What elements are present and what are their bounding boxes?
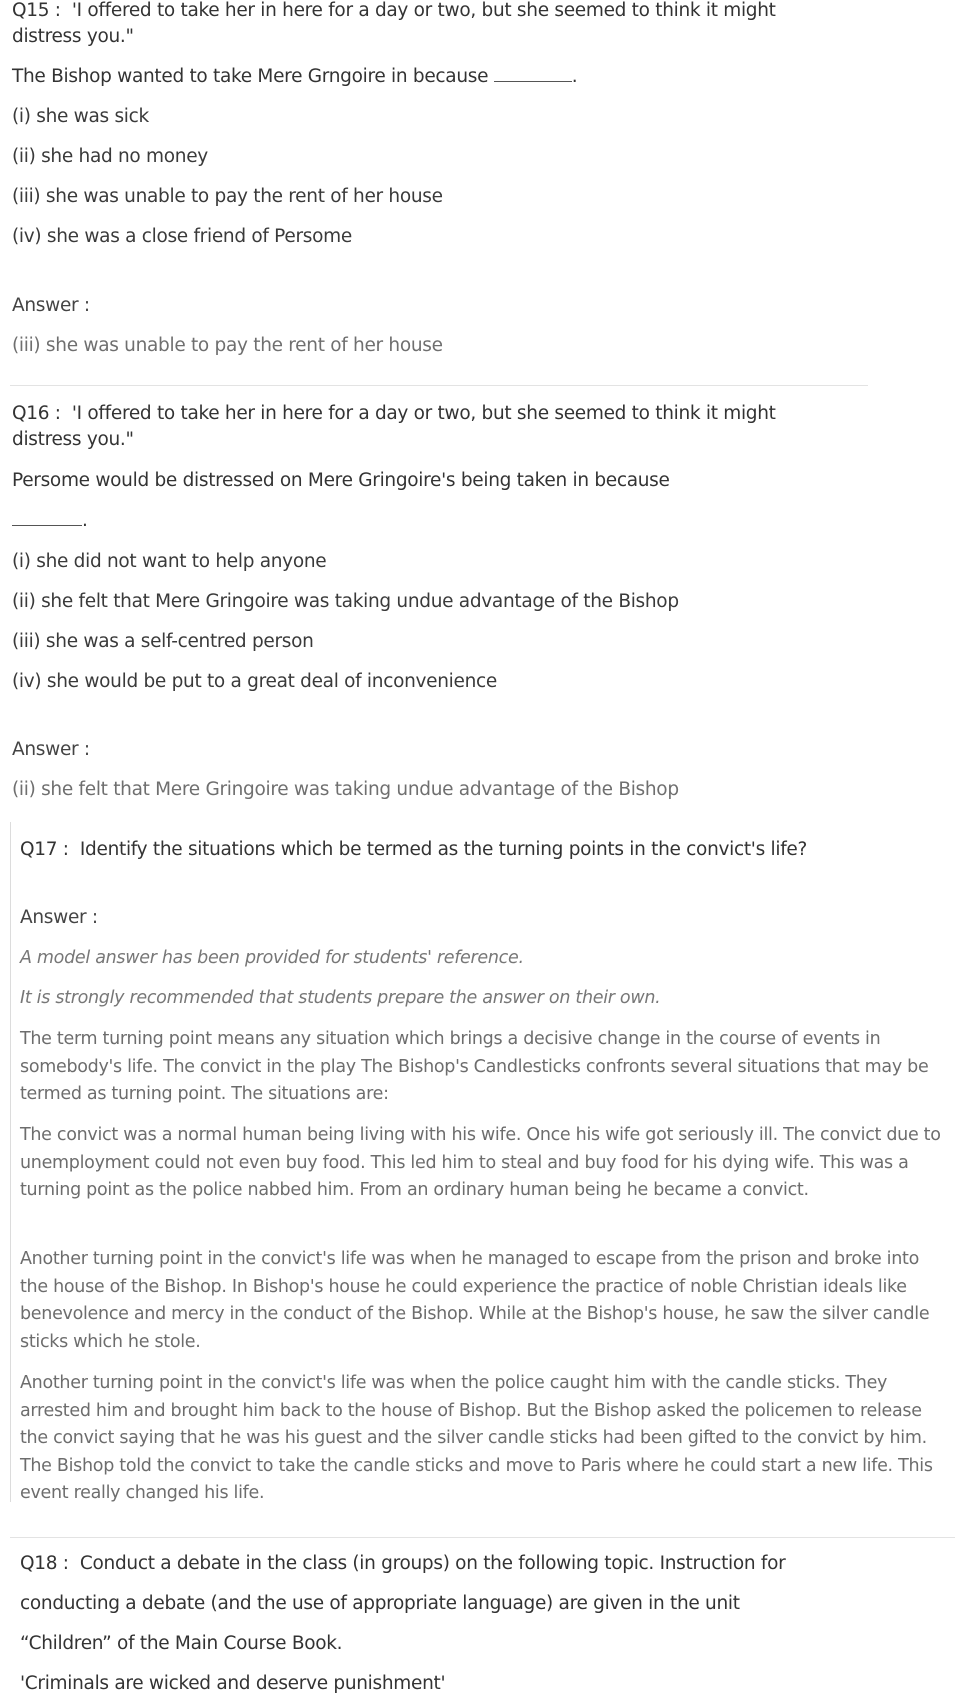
q18-line-1 xyxy=(20,1553,785,1574)
q16-question: Persome would be distressed on Mere Gringoire's being taken in because xyxy=(12,470,670,491)
q15-option-4: (iv) she was a close friend of Persome xyxy=(12,226,352,247)
q16-label: Q16 : xyxy=(12,403,61,424)
q17-paragraph-2: The convict was a normal human being living with his wife. Once his wife got seriously ill. The convict due to unemployment could not even buy food. This led him to steal and buy food for his dying wife. This was a turning point as the police nabbed him. From an ordinary human being he became a convict. xyxy=(20,1125,941,1200)
q17-question-text: Identify the situations which be termed as the turning points in the convict's life? xyxy=(79,839,808,860)
q15-question-text: The Bishop wanted to take Mere Grngoire in because xyxy=(12,66,489,87)
q17-answer-label: Answer : xyxy=(20,907,98,928)
q16-answer: (ii) she felt that Mere Gringoire was taking undue advantage of the Bishop xyxy=(12,779,679,800)
q17-paragraph-4: Another turning point in the convict's life was when the police caught him with the candle sticks. They arrested him and brought him back to the house of Bishop. But the Bishop asked the policemen to release the convict saying that he was his guest and the silver candle sticks had been gifted to the convict by him. The Bishop told the convict to take the candle sticks and move to Paris where he could start a new life. This event really changed his life. xyxy=(20,1373,933,1503)
q15-quote: 'I offered to take her in here for a day or two, but she seemed to think it might xyxy=(71,0,776,21)
q15-blank xyxy=(494,80,572,82)
q15-question xyxy=(12,66,577,87)
q16-quote-line2: distress you." xyxy=(12,429,134,450)
q17-paragraph-1: The term turning point means any situation which brings a decisive change in the course of events in somebody's life. The convict in the play The Bishop's Candlesticks confronts several situations that may be termed as turning point. The situations are: xyxy=(20,1029,929,1104)
q16-quote: 'I offered to take her in here for a day or two, but she seemed to think it might xyxy=(71,403,776,424)
q16-blank xyxy=(12,524,82,526)
q16-option-2: (ii) she felt that Mere Gringoire was taking undue advantage of the Bishop xyxy=(12,591,679,612)
q16-option-4: (iv) she would be put to a great deal of inconvenience xyxy=(12,671,497,692)
q18-text-1: Conduct a debate in the class (in groups) on the following topic. Instruction for xyxy=(79,1553,786,1574)
divider xyxy=(10,1537,955,1538)
q17-label: Q17 : xyxy=(20,839,69,860)
q18-line-3: “Children” of the Main Course Book. xyxy=(20,1633,343,1654)
q17-paragraph-3: Another turning point in the convict's life was when he managed to escape from the prison and broke into the house of the Bishop. In Bishop's house he could experience the practice of noble Christian ideals like benevolence and mercy in the conduct of the Bishop. While at the Bishop's house, he saw the silver candle sticks which he stole. xyxy=(20,1249,930,1352)
q17-model-note-1: A model answer has been provided for students' reference. xyxy=(20,948,524,968)
q16-blank-line xyxy=(12,510,88,531)
q18-line-2: conducting a debate (and the use of appropriate language) are given in the unit xyxy=(20,1593,740,1614)
q15-answer: (iii) she was unable to pay the rent of her house xyxy=(12,335,443,356)
q15-option-2: (ii) she had no money xyxy=(12,146,208,167)
q17-model-note-2: It is strongly recommended that students prepare the answer on their own. xyxy=(20,988,661,1008)
q18-label: Q18 : xyxy=(20,1553,69,1574)
q16-option-1: (i) she did not want to help anyone xyxy=(12,551,327,572)
q15-quote-line1 xyxy=(12,0,776,21)
q15-option-3: (iii) she was unable to pay the rent of her house xyxy=(12,186,443,207)
q15-label: Q15 : xyxy=(12,0,61,21)
q15-option-1: (i) she was sick xyxy=(12,106,149,127)
q17-left-border xyxy=(10,822,11,1502)
q16-option-3: (iii) she was a self-centred person xyxy=(12,631,314,652)
divider xyxy=(10,385,868,386)
q18-line-4: 'Criminals are wicked and deserve punishment' xyxy=(20,1673,446,1694)
q16-answer-label: Answer : xyxy=(12,739,90,760)
q16-question-end: . xyxy=(82,510,88,531)
q15-answer-label: Answer : xyxy=(12,295,90,316)
q17-question xyxy=(20,839,807,860)
q15-quote-line2: distress you." xyxy=(12,26,134,47)
q16-quote-line1 xyxy=(12,403,776,424)
q15-question-end: . xyxy=(571,66,578,87)
